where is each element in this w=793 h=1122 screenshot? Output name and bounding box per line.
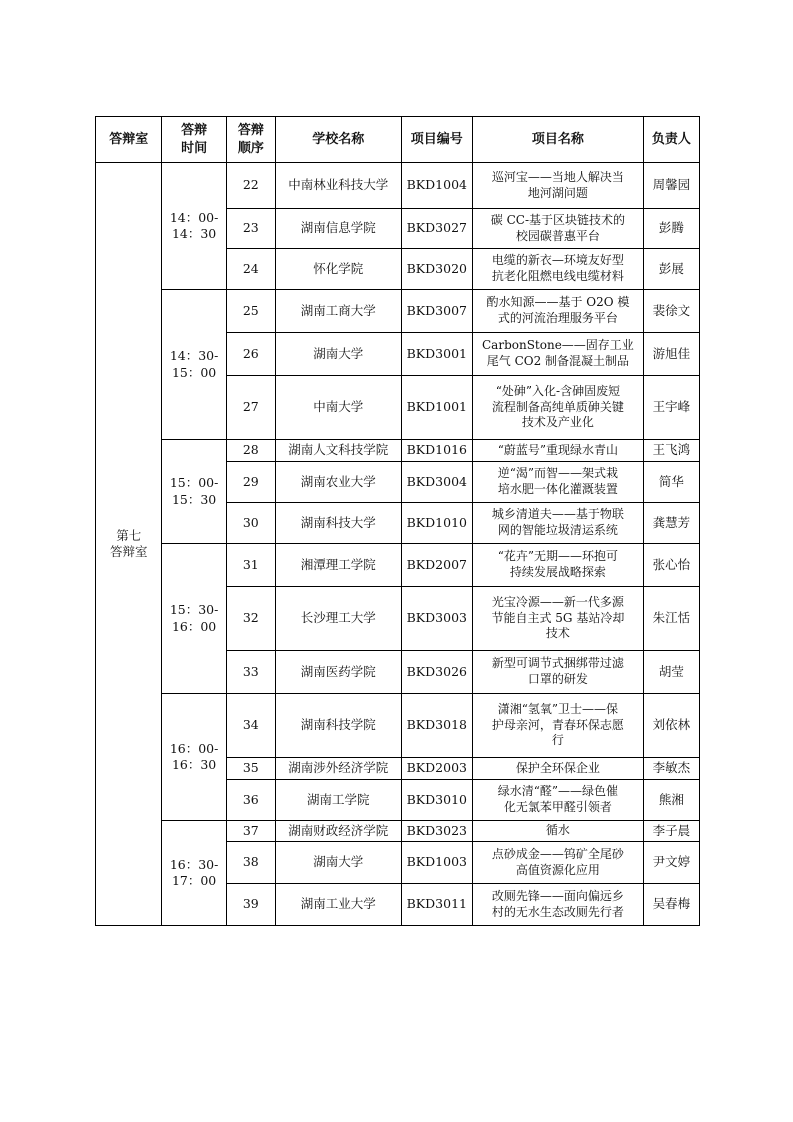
project-name-cell: 巡河宝——当地人解决当 地河湖问题 (473, 163, 644, 209)
project-name-cell: 改厕先锋——面向偏远乡 村的无水生态改厕先行者 (473, 884, 644, 926)
project-code-cell: BKD3003 (401, 587, 473, 651)
order-cell: 28 (226, 440, 275, 462)
header-project-name: 项目名称 (473, 117, 644, 163)
project-name-cell: 循水 (473, 821, 644, 842)
project-code-cell: BKD1016 (401, 440, 473, 462)
project-code-cell: BKD1001 (401, 376, 473, 440)
header-school: 学校名称 (275, 117, 401, 163)
school-cell: 长沙理工大学 (275, 587, 401, 651)
table-row (96, 544, 700, 587)
project-code-cell: BKD1003 (401, 842, 473, 884)
project-name-cell: 绿水清“醛”——绿色催 化无氯苯甲醛引领者 (473, 780, 644, 821)
header-leader: 负责人 (643, 117, 699, 163)
leader-cell: 裴徐文 (643, 290, 699, 333)
table-row (96, 821, 700, 842)
project-code-cell: BKD3011 (401, 884, 473, 926)
table-row (96, 290, 700, 333)
order-cell: 38 (226, 842, 275, 884)
project-name-cell: 碳 CC-基于区块链技术的 校园碳普惠平台 (473, 209, 644, 249)
project-code-cell: BKD1004 (401, 163, 473, 209)
school-cell: 湖南工业大学 (275, 884, 401, 926)
order-cell: 31 (226, 544, 275, 587)
school-cell: 湖南信息学院 (275, 209, 401, 249)
leader-cell: 彭展 (643, 249, 699, 290)
leader-cell: 尹文婷 (643, 842, 699, 884)
project-code-cell: BKD1010 (401, 503, 473, 544)
order-cell: 35 (226, 758, 275, 780)
order-cell: 22 (226, 163, 275, 209)
order-cell: 39 (226, 884, 275, 926)
school-cell: 湖南工学院 (275, 780, 401, 821)
school-cell: 湘潭理工学院 (275, 544, 401, 587)
leader-cell: 彭腾 (643, 209, 699, 249)
order-cell: 30 (226, 503, 275, 544)
leader-cell: 龚慧芳 (643, 503, 699, 544)
leader-cell: 简华 (643, 462, 699, 503)
project-code-cell: BKD2003 (401, 758, 473, 780)
project-code-cell: BKD3004 (401, 462, 473, 503)
leader-cell: 王宇峰 (643, 376, 699, 440)
leader-cell: 李敏杰 (643, 758, 699, 780)
project-name-cell: “蔚蓝号”重现绿水青山 (473, 440, 644, 462)
time-slot-cell: 14：00- 14：30 (162, 163, 226, 290)
project-name-cell: 酌水知源——基于 O2O 模 式的河流治理服务平台 (473, 290, 644, 333)
table-row (96, 440, 700, 462)
time-slot-cell: 15：30- 16：00 (162, 544, 226, 694)
project-code-cell: BKD2007 (401, 544, 473, 587)
schedule-body (96, 163, 700, 926)
leader-cell: 刘依林 (643, 694, 699, 758)
leader-cell: 张心怡 (643, 544, 699, 587)
order-cell: 26 (226, 333, 275, 376)
time-slot-cell: 15：00- 15：30 (162, 440, 226, 544)
project-code-cell: BKD3010 (401, 780, 473, 821)
school-cell: 怀化学院 (275, 249, 401, 290)
school-cell: 湖南工商大学 (275, 290, 401, 333)
school-cell: 湖南大学 (275, 842, 401, 884)
school-cell: 湖南涉外经济学院 (275, 758, 401, 780)
project-code-cell: BKD3026 (401, 651, 473, 694)
leader-cell: 熊湘 (643, 780, 699, 821)
school-cell: 湖南农业大学 (275, 462, 401, 503)
project-code-cell: BKD3023 (401, 821, 473, 842)
leader-cell: 李子晨 (643, 821, 699, 842)
project-name-cell: 潇湘“氢氧”卫士——保 护母亲河，青春环保志愿 行 (473, 694, 644, 758)
leader-cell: 周馨园 (643, 163, 699, 209)
school-cell: 湖南人文科技学院 (275, 440, 401, 462)
leader-cell: 朱江恬 (643, 587, 699, 651)
order-cell: 37 (226, 821, 275, 842)
project-name-cell: 新型可调节式捆绑带过滤 口罩的研发 (473, 651, 644, 694)
school-cell: 湖南大学 (275, 333, 401, 376)
school-cell: 中南林业科技大学 (275, 163, 401, 209)
order-cell: 33 (226, 651, 275, 694)
school-cell: 湖南科技大学 (275, 503, 401, 544)
header-order: 答辩 顺序 (226, 117, 275, 163)
header-time: 答辩 时间 (162, 117, 226, 163)
project-code-cell: BKD3018 (401, 694, 473, 758)
project-code-cell: BKD3001 (401, 333, 473, 376)
project-code-cell: BKD3007 (401, 290, 473, 333)
school-cell: 湖南财政经济学院 (275, 821, 401, 842)
order-cell: 25 (226, 290, 275, 333)
project-name-cell: CarbonStone——固存工业 尾气 CO2 制备混凝土制品 (473, 333, 644, 376)
project-name-cell: 保护全环保企业 (473, 758, 644, 780)
time-slot-cell: 14：30- 15：00 (162, 290, 226, 440)
school-cell: 湖南医药学院 (275, 651, 401, 694)
order-cell: 34 (226, 694, 275, 758)
order-cell: 27 (226, 376, 275, 440)
school-cell: 中南大学 (275, 376, 401, 440)
project-name-cell: 点砂成金——钨矿全尾砂 高值资源化应用 (473, 842, 644, 884)
project-name-cell: 光宝冷源——新一代多源 节能自主式 5G 基站冷却 技术 (473, 587, 644, 651)
time-slot-cell: 16：00- 16：30 (162, 694, 226, 821)
header-code: 项目编号 (401, 117, 473, 163)
project-name-cell: “花卉”无期——环抱可 持续发展战略探索 (473, 544, 644, 587)
leader-cell: 胡莹 (643, 651, 699, 694)
project-code-cell: BKD3027 (401, 209, 473, 249)
order-cell: 36 (226, 780, 275, 821)
project-name-cell: “处砷”入化-含砷固废短 流程制备高纯单质砷关键 技术及产业化 (473, 376, 644, 440)
header-room: 答辩室 (96, 117, 162, 163)
leader-cell: 吴春梅 (643, 884, 699, 926)
leader-cell: 王飞鸿 (643, 440, 699, 462)
project-name-cell: 城乡清道夫——基于物联 网的智能垃圾清运系统 (473, 503, 644, 544)
time-slot-cell: 16：30- 17：00 (162, 821, 226, 926)
schedule-table (95, 116, 700, 926)
table-row (96, 694, 700, 758)
leader-cell: 游旭佳 (643, 333, 699, 376)
order-cell: 32 (226, 587, 275, 651)
order-cell: 23 (226, 209, 275, 249)
room-cell: 第七 答辩室 (96, 163, 162, 926)
project-name-cell: 电缆的新衣—环境友好型 抗老化阻燃电线电缆材料 (473, 249, 644, 290)
header-row (96, 117, 700, 163)
project-code-cell: BKD3020 (401, 249, 473, 290)
table-row (96, 163, 700, 209)
project-name-cell: 逆“渴”而智——架式栽 培水肥一体化灌溉装置 (473, 462, 644, 503)
school-cell: 湖南科技学院 (275, 694, 401, 758)
order-cell: 24 (226, 249, 275, 290)
order-cell: 29 (226, 462, 275, 503)
